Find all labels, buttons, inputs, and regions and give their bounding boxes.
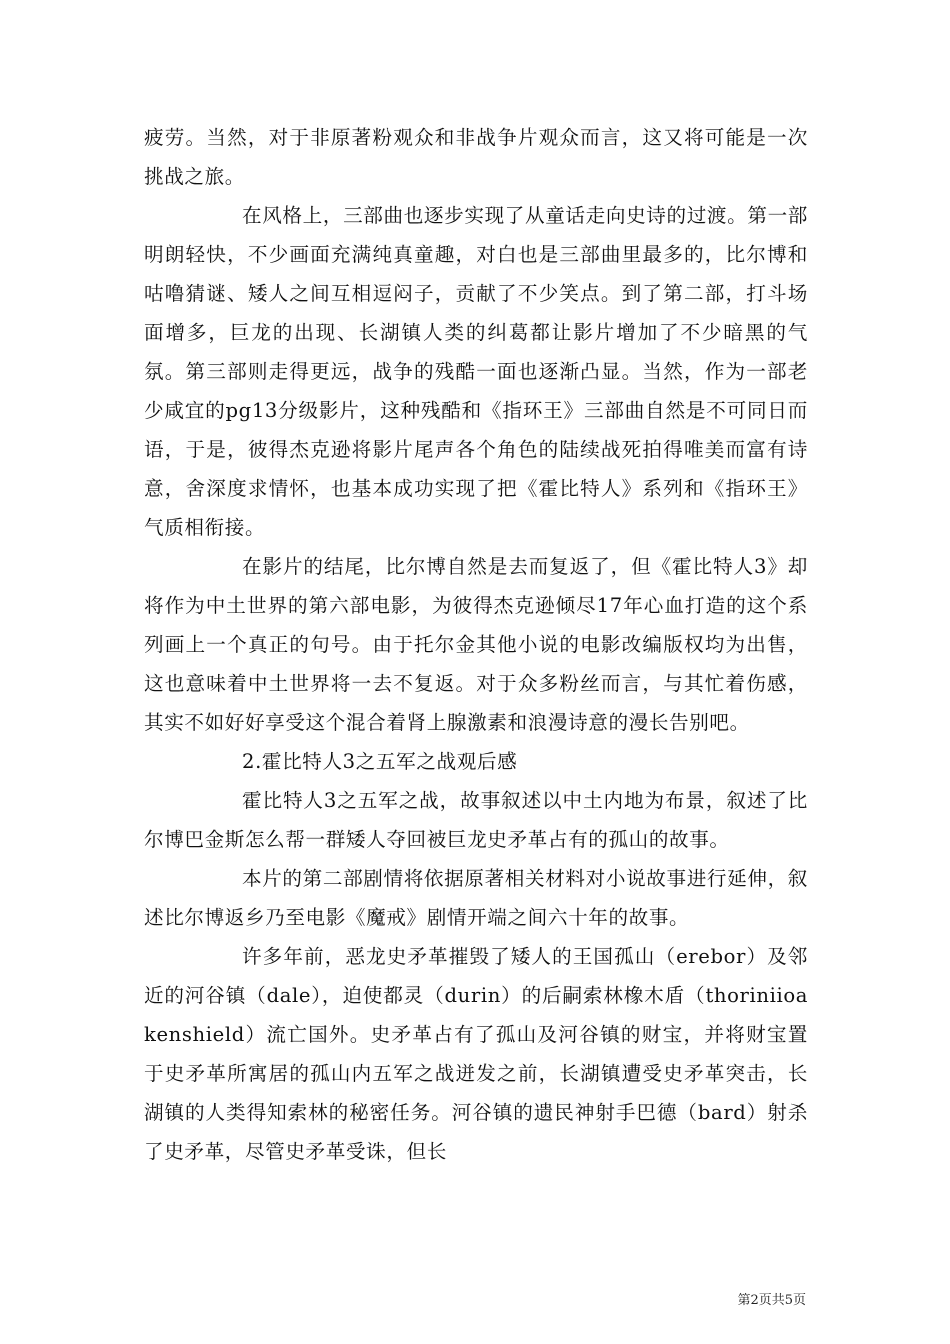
page-number-footer: 第2页共5页 [737, 1293, 806, 1308]
paragraph-6: 许多年前，恶龙史矛革摧毁了矮人的王国孤山（erebor）及邻近的河谷镇（dale），迫使都灵（durin）的后嗣索林橡木盾（thoriniioakenshield）流亡国外。史矛革占有了孤山及河谷镇的财宝，并将财宝置于史矛革所寓居的孤山内五军之战迸发之前，长湖镇遭受史矛革突击，长湖镇的人类得知索林的秘密任务。河谷镇的遗民神射手巴德（bard）射杀了史矛革，尽管史矛革受诛，但长 [144, 945, 808, 1163]
paragraph-2: 在风格上，三部曲也逐步实现了从童话走向史诗的过渡。第一部明朗轻快，不少画面充满纯真童趣，对白也是三部曲里最多的，比尔博和咕噜猜谜、矮人之间互相逗闷子，贡献了不少笑点。到了第二部，打斗场面增多，巨龙的出现、长湖镇人类的纠葛都让影片增加了不少暗黑的气氛。第三部则走得更远，战争的残酷一面也逐渐凸显。当然，作为一部老少咸宜的pg13分级影片，这种残酷和《指环王》三部曲自然是不可同日而语，于是，彼得杰克逊将影片尾声各个角色的陆续战死拍得唯美而富有诗意，舍深度求情怀，也基本成功实现了把《霍比特人》系列和《指环王》气质相衔接。 [144, 204, 808, 539]
paragraph-1: 疲劳。当然，对于非原著粉观众和非战争片观众而言，这又将可能是一次挑战之旅。 [144, 126, 808, 188]
section-heading: 2.霍比特人3之五军之战观后感 [242, 750, 518, 773]
paragraph-5: 本片的第二部剧情将依据原著相关材料对小说故事进行延伸，叙述比尔博返乡乃至电影《魔戒》剧情开端之间六十年的故事。 [144, 867, 808, 929]
paragraph-3: 在影片的结尾，比尔博自然是去而复返了，但《霍比特人3》却将作为中土世界的第六部电影，为彼得杰克逊倾尽17年心血打造的这个系列画上一个真正的句号。由于托尔金其他小说的电影改编版权均为出售，这也意味着中土世界将一去不复返。对于众多粉丝而言，与其忙着伤感，其实不如好好享受这个混合着肾上腺激素和浪漫诗意的漫长告别吧。 [144, 555, 808, 734]
paragraph-4: 霍比特人3之五军之战，故事叙述以中土内地为布景，叙述了比尔博巴金斯怎么帮一群矮人夺回被巨龙史矛革占有的孤山的故事。 [144, 789, 808, 851]
document-body [144, 118, 808, 1171]
